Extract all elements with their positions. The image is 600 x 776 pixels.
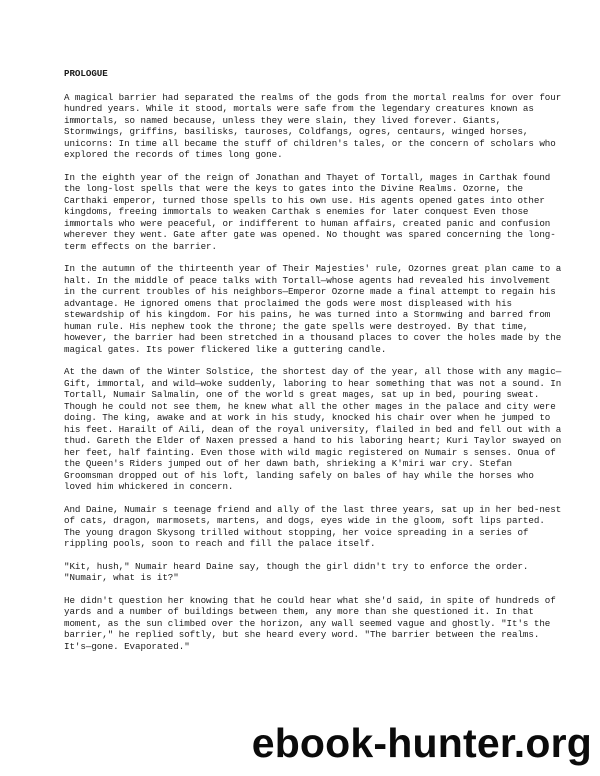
paragraph: A magical barrier had separated the realms of the gods from the mortal realms for over four hundred years. While it stood, mortals were safe from the legendary creatures known as immortals, so named because, unless they were slain, they lived forever. Giants, Stormwings, griffins, basilisks, tauroses, Coldfangs, ogres, centaurs, winged horses, unicorns: In time all became the stuff of children's tales, or the concern of scholars who explored the records of times long gone. (64, 91, 562, 160)
watermark: ebook-hunter.org (251, 720, 592, 766)
paragraph: At the dawn of the Winter Solstice, the shortest day of the year, all those with any magic—Gift, immortal, and wild—woke suddenly, laboring to hear something that was not a sound. In Tortall, Numair Salmalín, one of the world s great mages, sat up in bed, pouring sweat. Though he could not see them, he knew what all the other mages in the palace and city were doing. The king, awake and at work in his study, knocked his chair over when he jumped to his feet. Harailt of Aili, dean of the royal university, flailed in bed and fell out with a thud. Gareth the Elder of Naxen pressed a hand to his laboring heart; Kuri Taylor swayed on her feet, half fainting. Even those with wild magic registered on Numair s senses. Onua of the Queen's Riders jumped out of her dawn bath, shrieking a K'miri war cry. Stefan Groomsman dropped out of his loft, landing safely on bales of hay while the horses who loved him whickered in concern. (64, 366, 562, 492)
paragraph: He didn't question her knowing that he could hear what she'd said, in spite of hundreds of yards and a number of buildings between them, any more than she questioned it. In that moment, as the sun climbed over the horizon, any wall seemed vague and ghostly. "It's the barrier," he replied softly, but she heard every word. "The barrier between the realms. It's—gone. Evaporated." (64, 594, 556, 652)
paragraph: "Kit, hush," Numair heard Daine say, though the girl didn't try to enforce the order. "Numair, what is it?" (64, 560, 529, 583)
chapter-heading: PROLOGUE (64, 68, 108, 79)
paragraph: In the autumn of the thirteenth year of Their Majesties' rule, Ozornes great plan came to a halt. In the middle of peace talks with Tortall—whose agents had revealed his involvement in the current troubles of his neighbors—Emperor Ozorne made a final attempt to regain his advantage. He ignored omens that proclaimed the gods were most displeased with his stewardship of his kingdom. For his pains, he was turned into a Stormwing and barred from human rule. His nephew took the throne; the gate spells were destroyed. By that time, however, the barrier had been stretched in a thousand places to cover the holes made by the magical gates. Its power flickered like a guttering candle. (64, 263, 562, 355)
paragraph: In the eighth year of the reign of Jonathan and Thayet of Tortall, mages in Carthak found the long-lost spells that were the keys to gates into the Divine Realms. Ozorne, the Carthaki emperor, turned those spells to his own use. His agents opened gates into other kingdoms, freeing immortals to weaken Carthak s enemies for later conquest Even those immortals who were peaceful, or indifferent to human affairs, created panic and confusion wherever they went. Gate after gate was opened. No thought was spared concerning the long-term effects on the barrier. (64, 171, 556, 252)
document-body (64, 68, 562, 663)
paragraph: And Daine, Numair s teenage friend and ally of the last three years, sat up in her bed-nest of cats, dragon, marmosets, martens, and dogs, eyes wide in the gloom, soft lips parted. The young dragon Skysong trilled without stopping, her voice spreading in a series of rippling pools, soon to reach and fill the palace itself. (64, 503, 562, 549)
